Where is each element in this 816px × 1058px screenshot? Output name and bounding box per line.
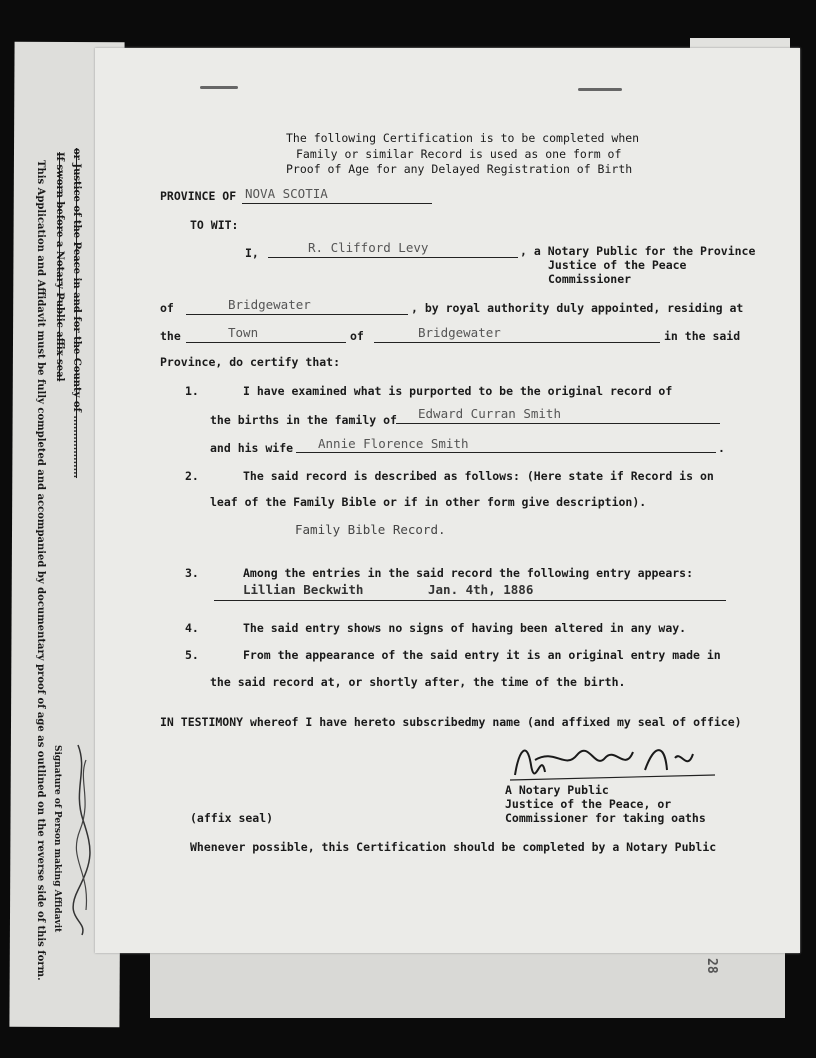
- i-label: I,: [245, 246, 259, 260]
- item3-num: 3.: [185, 566, 199, 580]
- item1-text-2: the births in the family of: [210, 413, 397, 427]
- margin-text-justice: or Justice of the Peace in and for the County of ..................: [71, 148, 82, 479]
- notary-name: R. Clifford Levy: [308, 240, 429, 255]
- entry-name: Lillian Beckwith: [243, 582, 364, 597]
- testimony-text: IN TESTIMONY whereof I have hereto subscribedmy name (and affixed my seal of office): [160, 715, 742, 729]
- margin-text-sworn: If sworn before a Notary Public affix seal: [54, 152, 65, 382]
- staple-right: [578, 88, 622, 91]
- of-label: of: [160, 301, 174, 315]
- notary-text: , a Notary Public for the Province: [520, 244, 756, 258]
- province-certify: Province, do certify that:: [160, 355, 341, 369]
- margin-text-signature: Signature of Person making Affidavit: [52, 745, 62, 933]
- item4-num: 4.: [185, 621, 199, 635]
- staple-left: [200, 86, 238, 89]
- header-line-3: Proof of Age for any Delayed Registration of Birth: [286, 162, 633, 176]
- affix-seal-label: (affix seal): [190, 811, 274, 825]
- province-value: NOVA SCOTIA: [245, 186, 328, 201]
- item1-text: I have examined what is purported to be the original record of: [243, 384, 673, 398]
- notary-name-line: [268, 257, 518, 258]
- bottom-number: 28: [704, 958, 719, 974]
- town-value: Town: [228, 325, 259, 340]
- item2-text: The said record is described as follows: (Here state if Record is on: [243, 469, 714, 483]
- the-label: the: [160, 329, 181, 343]
- item1-num: 1.: [185, 384, 199, 398]
- sign-block-1: A Notary Public: [505, 783, 609, 797]
- margin-text-application: This Application and Affidavit must be fully completed and accompanied by documentary proof of age as outlined on the reverse side of this form.: [35, 160, 46, 981]
- header-line-2: Family or similar Record is used as one form of: [296, 147, 622, 161]
- footer-text: Whenever possible, this Certification should be completed by a Notary Public: [190, 840, 717, 854]
- sign-block-2: Justice of the Peace, or: [505, 797, 672, 811]
- family-name: Edward Curran Smith: [418, 406, 561, 421]
- residence-line: [374, 342, 660, 343]
- province-label: PROVINCE OF: [160, 189, 237, 203]
- of-value: Bridgewater: [228, 297, 311, 312]
- item5-text: From the appearance of the said entry it is an original entry made in: [243, 648, 721, 662]
- in-said-text: in the said: [664, 329, 741, 343]
- margin-signature: [68, 740, 98, 940]
- item2-text-2: leaf of the Family Bible or if in other form give description).: [210, 495, 647, 509]
- entry-date: Jan. 4th, 1886: [428, 582, 534, 597]
- item1-end: .: [718, 441, 725, 455]
- to-wit-label: TO WIT:: [190, 218, 239, 232]
- item2-value: Family Bible Record.: [295, 522, 446, 537]
- entry-line: [214, 600, 726, 601]
- family-line: [396, 423, 720, 424]
- notary-text-2: Justice of the Peace: [548, 258, 687, 272]
- item5-num: 5.: [185, 648, 199, 662]
- town-line: [186, 342, 346, 343]
- sign-block-3: Commissioner for taking oaths: [505, 811, 706, 825]
- province-line: [242, 203, 432, 204]
- authority-text: , by royal authority duly appointed, residing at: [411, 301, 744, 315]
- notary-signature: [505, 730, 720, 790]
- wife-line: [296, 452, 716, 453]
- residence-value: Bridgewater: [418, 325, 501, 340]
- notary-text-3: Commissioner: [548, 272, 632, 286]
- item3-text: Among the entries in the said record the following entry appears:: [243, 566, 694, 580]
- item2-num: 2.: [185, 469, 199, 483]
- wife-name: Annie Florence Smith: [318, 436, 469, 451]
- item5-text-2: the said record at, or shortly after, the time of the birth.: [210, 675, 626, 689]
- of-line: [186, 314, 408, 315]
- item4-text: The said entry shows no signs of having been altered in any way.: [243, 621, 687, 635]
- of2-label: of: [350, 329, 364, 343]
- item1-text-3: and his wife: [210, 441, 294, 455]
- header-line-1: The following Certification is to be completed when: [286, 131, 640, 145]
